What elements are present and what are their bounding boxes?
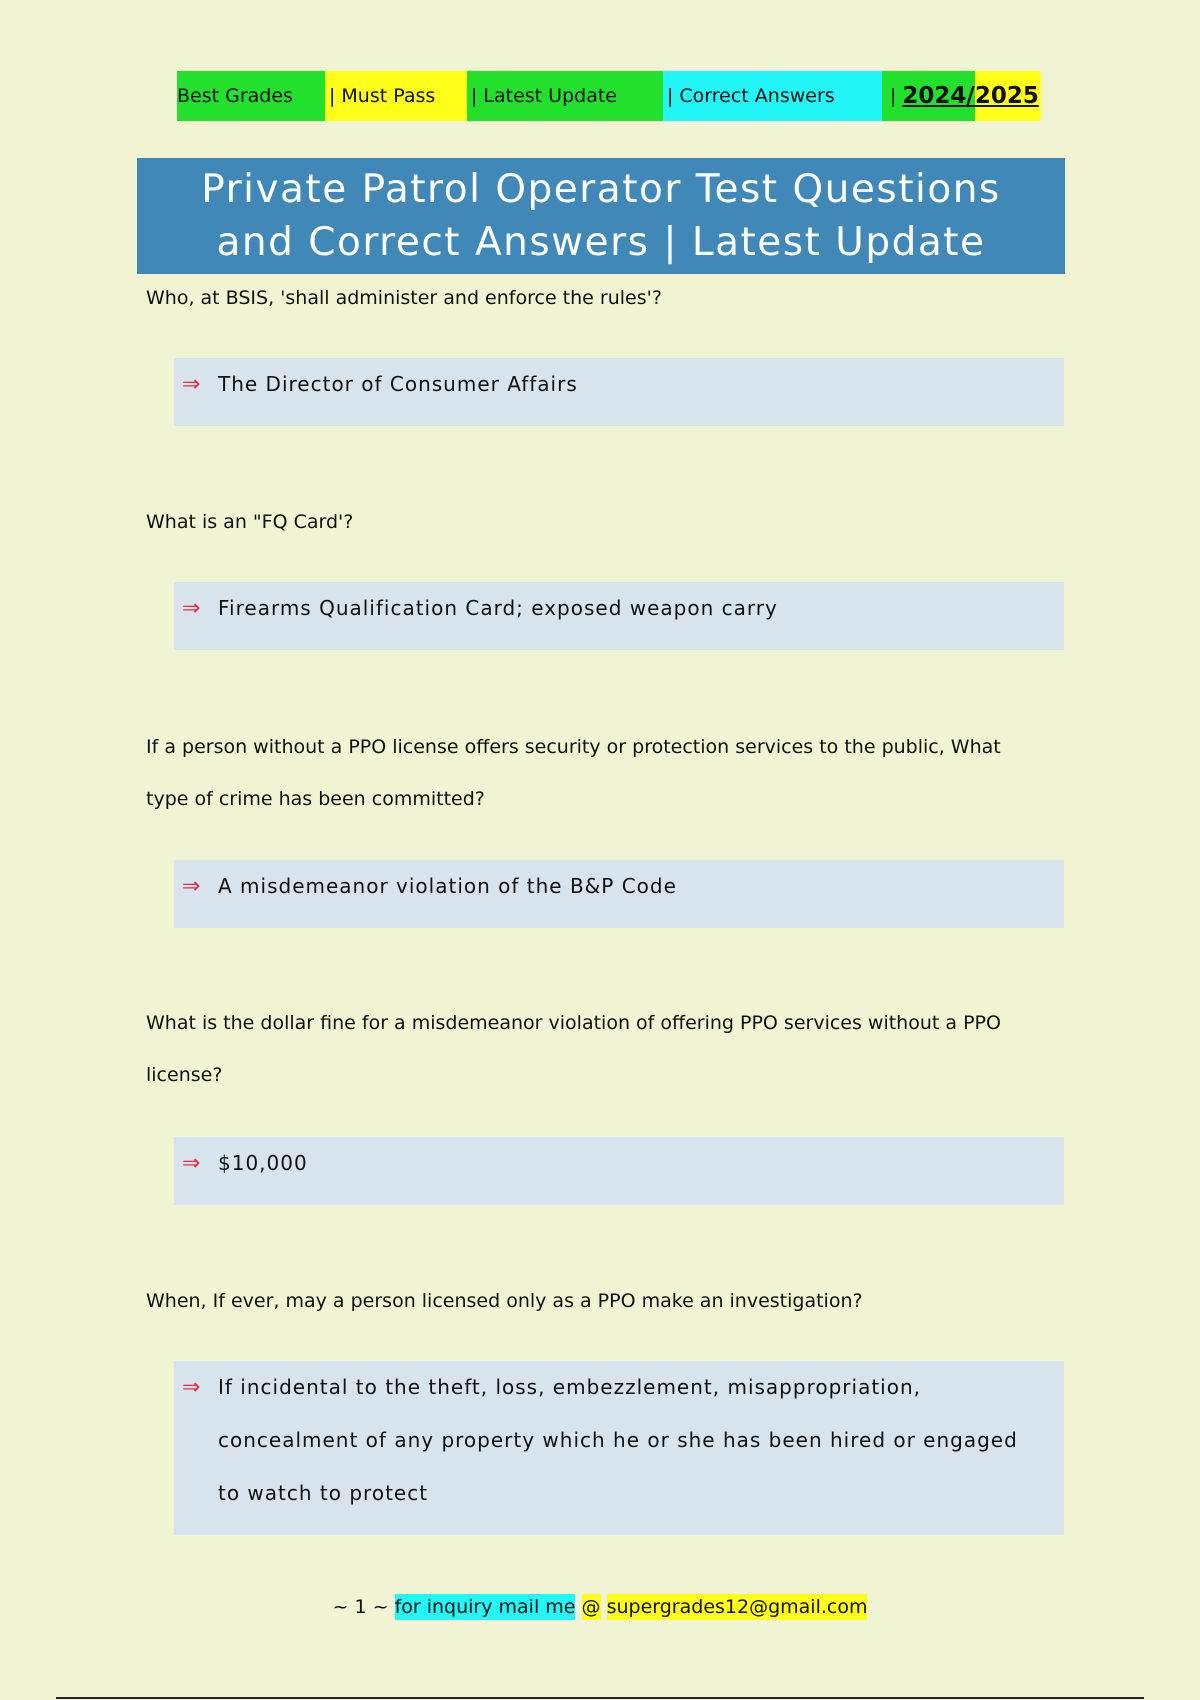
tag-correct-answers-label: Correct Answers	[679, 85, 835, 107]
answer-2: Firearms Qualification Card; exposed weapon carry	[218, 596, 778, 620]
tag-year-start	[882, 71, 975, 121]
bottom-rule	[56, 1697, 1144, 1699]
title-line-2: and Correct Answers | Latest Update	[216, 220, 986, 265]
arrow-icon: ⇒	[182, 372, 202, 397]
tag-year-end	[975, 71, 1041, 121]
tag-latest-update	[467, 71, 663, 121]
arrow-icon: ⇒	[182, 596, 202, 621]
tag-bar	[177, 71, 1041, 121]
answer-box-3	[174, 860, 1064, 928]
answer-1: The Director of Consumer Affairs	[218, 372, 578, 396]
page-footer	[0, 1592, 1200, 1622]
question-2: What is an "FQ Card'?	[146, 511, 354, 533]
tag-best-grades	[177, 71, 325, 121]
email-link[interactable]: supergrades12@gmail.com	[606, 1596, 868, 1618]
question-1: Who, at BSIS, 'shall administer and enforce the rules'?	[146, 287, 662, 309]
answer-box-1	[174, 358, 1064, 426]
separator: |	[667, 85, 674, 107]
tag-correct-answers	[663, 71, 882, 121]
arrow-icon: ⇒	[182, 1151, 202, 1176]
tag-best-grades-label: Best Grades	[177, 85, 293, 107]
arrow-icon: ⇒	[182, 874, 202, 899]
title-line-1: Private Patrol Operator Test Questions	[201, 167, 1001, 212]
year-start-label: 2024/	[902, 83, 975, 109]
separator: |	[471, 85, 478, 107]
separator: |	[890, 85, 897, 107]
tag-latest-update-label: Latest Update	[483, 85, 617, 107]
answer-box-5	[174, 1361, 1064, 1535]
answer-5-continued: concealment of any property which he or she has been hired or engaged to watch to protect	[218, 1428, 1018, 1505]
answer-box-2	[174, 582, 1064, 650]
year-end-label: 2025	[974, 83, 1039, 109]
tag-must-pass-label: Must Pass	[341, 85, 436, 107]
answer-box-4	[174, 1137, 1064, 1205]
separator: |	[329, 85, 336, 107]
question-3: If a person without a PPO license offers security or protection services to the public, What type of crime has been committed?	[146, 736, 1001, 810]
question-4: What is the dollar fine for a misdemeanor violation of offering PPO services without a PPO license?	[146, 1012, 1001, 1086]
answer-5-line-1: If incidental to the theft, loss, embezzlement, misappropriation,	[218, 1375, 921, 1399]
question-5: When, If ever, may a person licensed only as a PPO make an investigation?	[146, 1290, 863, 1312]
tag-must-pass	[325, 71, 467, 121]
page-number: ~ 1 ~	[332, 1596, 389, 1618]
arrow-icon: ⇒	[182, 1375, 202, 1400]
answer-3: A misdemeanor violation of the B&P Code	[218, 874, 677, 898]
inquiry-text: for inquiry mail me	[394, 1596, 576, 1618]
title-banner	[137, 158, 1065, 274]
at-sign: @	[581, 1596, 601, 1618]
answer-4: $10,000	[218, 1151, 308, 1175]
